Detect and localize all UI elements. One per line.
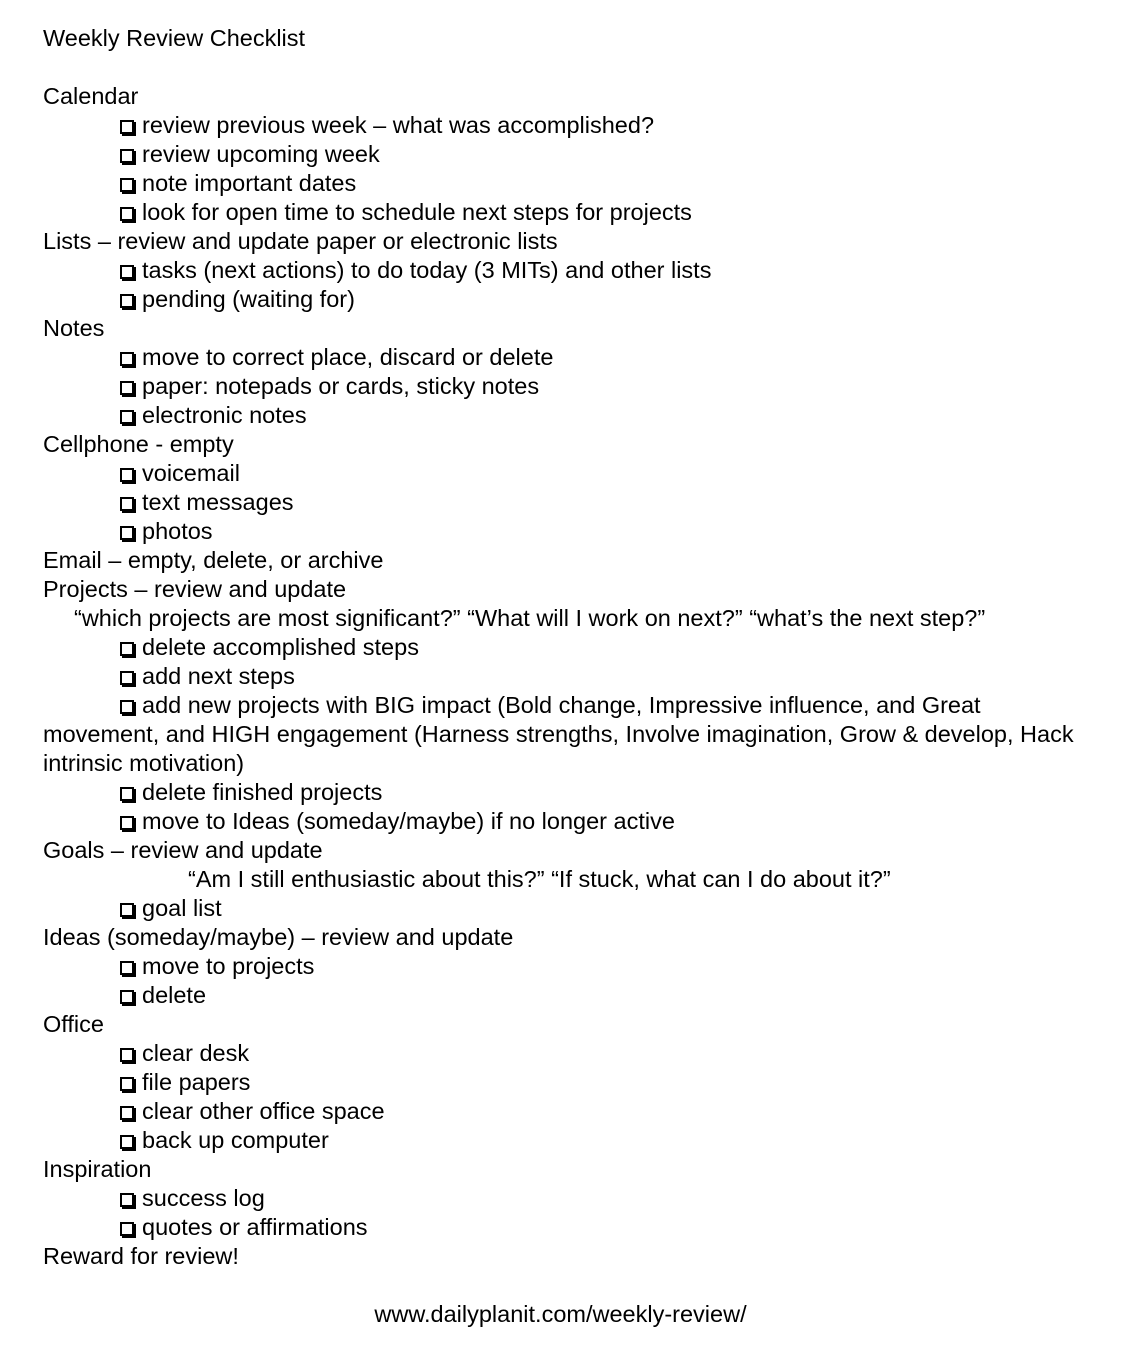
checklist-item: electronic notes	[120, 401, 1111, 430]
checklist-item: tasks (next actions) to do today (3 MITs) and other lists	[120, 256, 1111, 285]
checkbox-icon[interactable]	[120, 526, 134, 540]
checklist-item: delete accomplished steps	[120, 633, 1111, 662]
section-heading-notes: Notes	[43, 315, 105, 341]
checkbox-icon[interactable]	[120, 990, 134, 1004]
section-heading-office: Office	[43, 1011, 104, 1037]
checklist-item: add new projects with BIG impact (Bold change, Impressive influence, and Great movement, and HIGH engagement (Harness strengths, Involve imagination, Grow & develop, Hack intrinsic motivation)	[43, 692, 1074, 776]
checklist-item: photos	[120, 517, 1111, 546]
checkbox-icon[interactable]	[120, 410, 134, 424]
checkbox-icon[interactable]	[120, 178, 134, 192]
checklist-item: voicemail	[120, 459, 1111, 488]
checkbox-icon[interactable]	[120, 642, 134, 656]
checkbox-icon[interactable]	[120, 352, 134, 366]
checkbox-icon[interactable]	[120, 468, 134, 482]
checkbox-icon[interactable]	[120, 1135, 134, 1149]
checkbox-icon[interactable]	[120, 961, 134, 975]
projects-questions: “which projects are most significant?” “What will I work on next?” “what’s the next step?”	[74, 605, 986, 631]
checkbox-icon[interactable]	[120, 207, 134, 221]
checkbox-icon[interactable]	[120, 1048, 134, 1062]
checklist-item: success log	[120, 1184, 1111, 1213]
checkbox-icon[interactable]	[120, 1106, 134, 1120]
checkbox-icon[interactable]	[120, 787, 134, 801]
checklist-item: move to correct place, discard or delete	[120, 343, 1111, 372]
checklist-item: delete	[120, 981, 1111, 1010]
section-heading-lists: Lists – review and update paper or electronic lists	[43, 228, 558, 254]
checklist-item: paper: notepads or cards, sticky notes	[120, 372, 1111, 401]
checklist-item: clear desk	[120, 1039, 1111, 1068]
page-title: Weekly Review Checklist	[43, 25, 306, 51]
checkbox-icon[interactable]	[120, 1077, 134, 1091]
checklist-item: delete finished projects	[120, 778, 1111, 807]
checklist-item: text messages	[120, 488, 1111, 517]
checkbox-icon[interactable]	[120, 671, 134, 685]
section-heading-ideas: Ideas (someday/maybe) – review and update	[43, 924, 514, 950]
checklist-item: pending (waiting for)	[120, 285, 1111, 314]
checklist-item: back up computer	[120, 1126, 1111, 1155]
checklist-item: note important dates	[120, 169, 1111, 198]
section-heading-goals: Goals – review and update	[43, 837, 323, 863]
footer-url: www.dailyplanit.com/weekly-review/	[374, 1301, 747, 1327]
checklist-item: review upcoming week	[120, 140, 1111, 169]
checkbox-icon[interactable]	[120, 903, 134, 917]
checklist-item: add next steps	[120, 662, 1111, 691]
checkbox-icon[interactable]	[120, 700, 134, 714]
section-heading-inspiration: Inspiration	[43, 1156, 152, 1182]
checklist-item: review previous week – what was accomplished?	[120, 111, 1111, 140]
checklist-item: quotes or affirmations	[120, 1213, 1111, 1242]
checkbox-icon[interactable]	[120, 816, 134, 830]
checkbox-icon[interactable]	[120, 381, 134, 395]
checkbox-icon[interactable]	[120, 120, 134, 134]
checkbox-icon[interactable]	[120, 265, 134, 279]
checkbox-icon[interactable]	[120, 294, 134, 308]
section-heading-email: Email – empty, delete, or archive	[43, 547, 384, 573]
checkbox-icon[interactable]	[120, 1222, 134, 1236]
checkbox-icon[interactable]	[120, 149, 134, 163]
checklist-item: file papers	[120, 1068, 1111, 1097]
reward-line: Reward for review!	[43, 1243, 239, 1269]
goals-questions: “Am I still enthusiastic about this?” “If stuck, what can I do about it?”	[188, 866, 891, 892]
checklist-item: move to projects	[120, 952, 1111, 981]
checklist-item: goal list	[120, 894, 1111, 923]
section-heading-cellphone: Cellphone - empty	[43, 431, 234, 457]
checkbox-icon[interactable]	[120, 1193, 134, 1207]
checkbox-icon[interactable]	[120, 497, 134, 511]
section-heading-calendar: Calendar	[43, 83, 139, 109]
checklist-item: look for open time to schedule next steps for projects	[120, 198, 1111, 227]
checklist-item: clear other office space	[120, 1097, 1111, 1126]
checklist-item: move to Ideas (someday/maybe) if no longer active	[120, 807, 1111, 836]
section-heading-projects: Projects – review and update	[43, 576, 347, 602]
